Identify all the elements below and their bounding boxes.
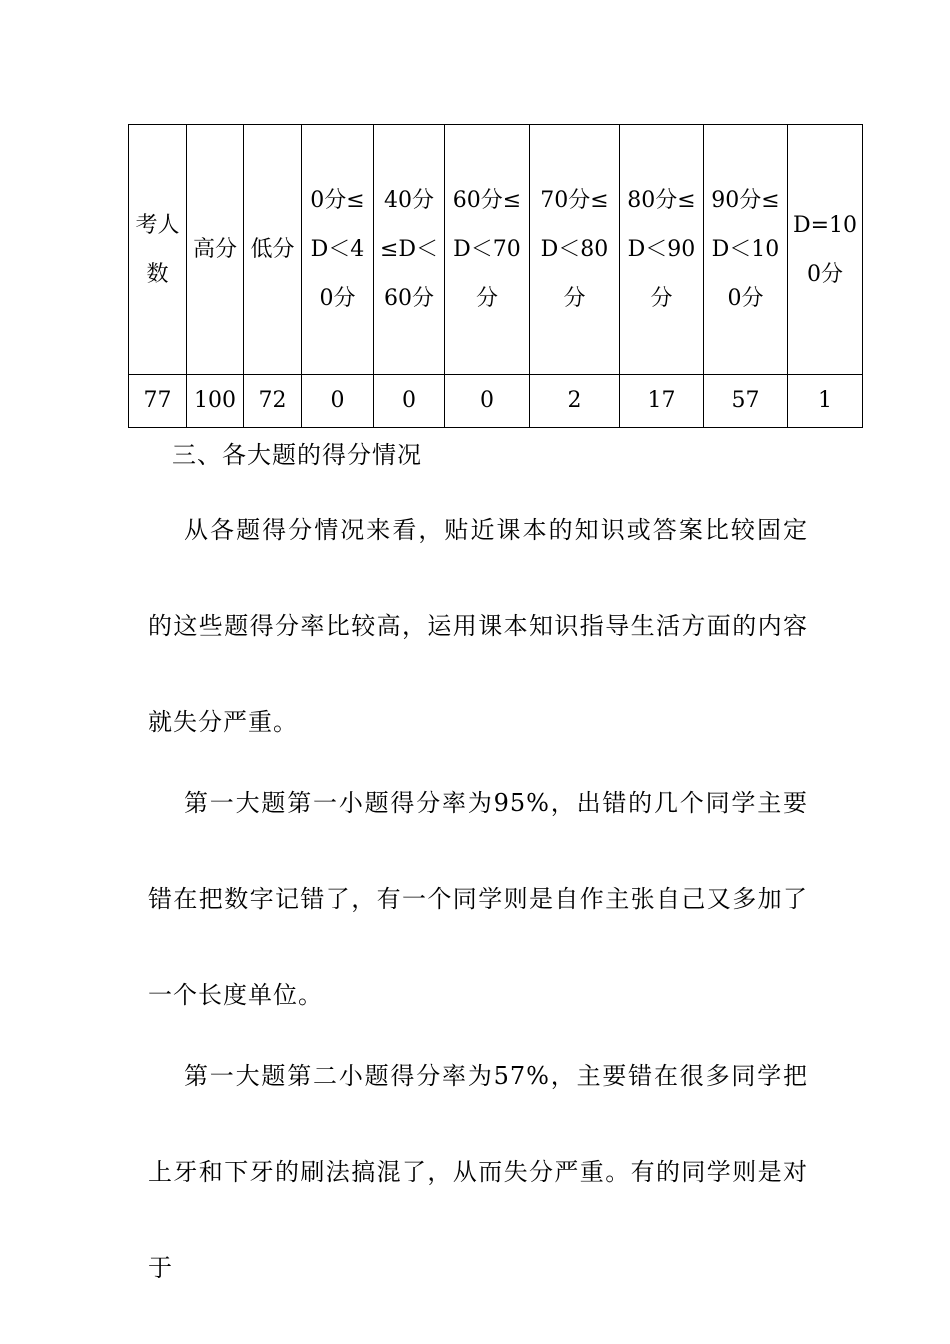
paragraph-overview: 从各题得分情况来看，贴近课本的知识或答案比较固定的这些题得分率比较高，运用课本知识指导生活方面的内容就失分严重。 [148,516,808,736]
header-cell-student-count: 考人数 [129,125,187,375]
header-cell-range-40-60: 40分≤D＜60分 [374,125,445,375]
value-cell-highest-score: 100 [187,375,244,428]
value-cell-range-90-100: 57 [704,375,788,428]
header-cell-highest-score: 高分 [187,125,244,375]
table-row [129,375,863,428]
section-heading: 三、各大题的得分情况 [172,441,422,469]
header-cell-range-70-80: 70分≤D＜80分 [530,125,620,375]
paragraph-question-1-2: 第一大题第二小题得分率为57%，主要错在很多同学把上牙和下牙的刷法搞混了，从而失分严重。有的同学则是对于 [148,1062,808,1282]
header-cell-range-0-40: 0分≤D＜40分 [302,125,374,375]
value-cell-range-0-40: 0 [302,375,374,428]
header-cell-range-90-100: 90分≤D＜100分 [704,125,788,375]
header-cell-range-60-70: 60分≤D＜70分 [445,125,530,375]
header-cell-full-score: D=100分 [788,125,863,375]
value-cell-range-70-80: 2 [530,375,620,428]
value-cell-full-score: 1 [788,375,863,428]
paragraph-question-1-1: 第一大题第一小题得分率为95%，出错的几个同学主要错在把数字记错了，有一个同学则是自作主张自己又多加了一个长度单位。 [148,789,808,1009]
value-cell-student-count: 77 [129,375,187,428]
value-cell-range-80-90: 17 [620,375,704,428]
value-cell-range-60-70: 0 [445,375,530,428]
value-cell-range-40-60: 0 [374,375,445,428]
header-cell-lowest-score: 低分 [244,125,302,375]
score-distribution-table [128,124,863,428]
table-header-row [129,125,863,375]
header-cell-range-80-90: 80分≤D＜90分 [620,125,704,375]
value-cell-lowest-score: 72 [244,375,302,428]
